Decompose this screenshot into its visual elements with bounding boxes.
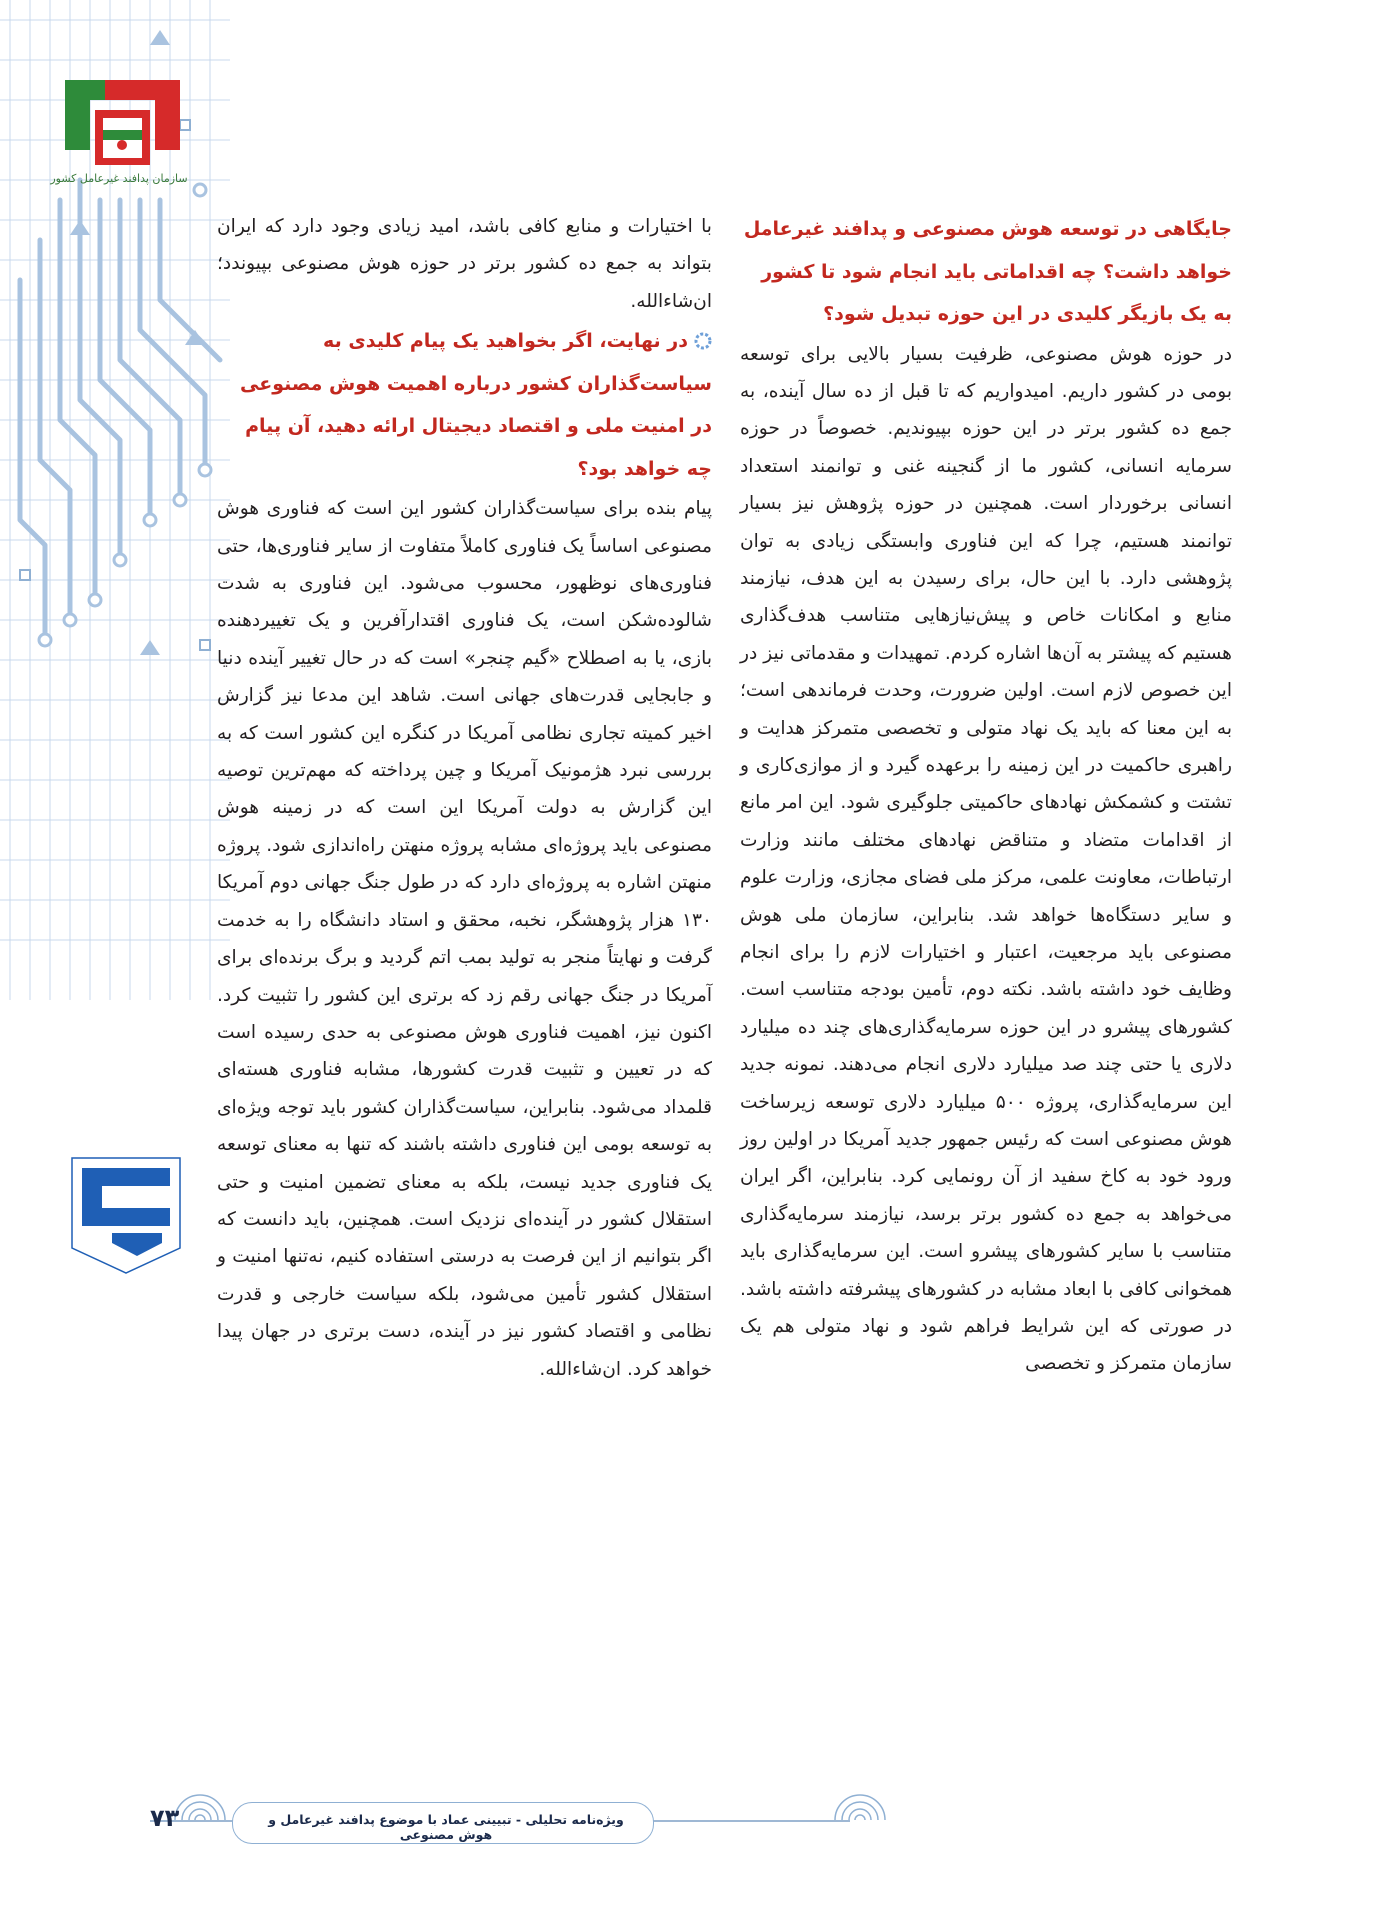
question-heading-2-text: در نهایت، اگر بخواهید یک پیام کلیدی به سیاست‌گذاران کشور درباره اهمیت هوش مصنوعی در امنیت ملی و اقتصاد دیجیتال ارائه دهید، آن پیام چه خواهد بود؟ bbox=[240, 330, 712, 480]
question-heading-1: جایگاهی در توسعه هوش مصنوعی و پدافند غیرعامل خواهد داشت؟ چه اقداماتی باید انجام شود تا کشور به یک بازیگر کلیدی در این حوزه تبدیل شود؟ bbox=[743, 218, 1232, 325]
article-column-right bbox=[740, 208, 1232, 1383]
question-heading-2 bbox=[217, 320, 712, 490]
answer-paragraph-1: در حوزه هوش مصنوعی، ظرفیت بسیار بالایی برای توسعه بومی در کشور داریم. امیدواریم که تا قبل از ده سال آینده، به جمع ده کشور برتر در این حوزه بپیوندیم. خصوصاً در حوزه سرمایه انسانی، کشور ما از گنجینه غنی و توانمند استعداد انسانی برخوردار است. همچنین در حوزه پژوهش نیز بسیار توانمند هستیم، چرا که این فناوری وابستگی زیادی به توان پژوهشی دارد. با این حال، برای رسیدن به این هدف، نیازمند منابع و امکانات خاص و پیش‌نیازهایی متناسب هدف‌گذاری هستیم که پیشتر به آن‌ها اشاره کردم. تمهیدات و مقدماتی نیز در این خصوص لازم است. اولین ضرورت، وحدت فرماندهی است؛ به این معنا که باید یک نهاد متولی و تخصصی متمرکز هدایت و راهبری حاکمیت در این زمینه را برعهده گیرد و از موازی‌کاری و تشتت و کشمکش نهادهای حاکمیتی جلوگیری شود. این امر مانع از اقدامات متضاد و متناقض نهادهای مختلف مانند وزارت ارتباطات، معاونت علمی، مرکز ملی فضای مجازی، وزارت علوم و سایر دستگاه‌ها خواهد شد. بنابراین، سازمان ملی هوش مصنوعی باید مرجعیت، اعتبار و اختیارات لازم را برای انجام وظایف خود داشته باشد. نکته دوم، تأمین بودجه متناسب است. کشورهای پیشرو در این حوزه سرمایه‌گذاری‌های چند ده میلیارد دلاری یا حتی چند صد میلیارد دلاری انجام می‌دهند. نمونه جدید این سرمایه‌گذاری، پروژه ۵۰۰ میلیارد دلاری توسعه زیرساخت هوش مصنوعی است که رئیس جمهور جدید آمریکا در اولین روز ورود خود به کاخ سفید از آن رونمایی کرد. بنابراین، اگر ایران می‌خواهد به جمع ده کشور برتر برسد، نیازمند سرمایه‌گذاری متناسب با سایر کشورهای پیشرو است. این سرمایه‌گذاری باید همخوانی کافی با ابعاد مشابه در کشورهای پیشرفته داشته باشد. در صورتی که این شرایط فراهم شود و نهاد متولی هم یک سازمان متمرکز و تخصصی bbox=[740, 343, 1233, 1375]
footer-rings-right bbox=[830, 1770, 890, 1822]
bullet-icon bbox=[694, 332, 712, 350]
logo-caption: سازمان پدافند غیرعامل کشور bbox=[50, 172, 188, 185]
answer-paragraph-2: پیام بنده برای سیاست‌گذاران کشور این است که فناوری هوش مصنوعی اساساً یک فناوری کاملاً متفاوت از سایر فناوری‌ها، حتی فناوری‌های نوظهور، محسوب می‌شود. این فناوری به شدت شالوده‌شکن است، یک فناوری اقتدارآفرین و یک تغییردهنده بازی، یا به اصطلاح «گیم چنجر» است که در حال تغییر آینده دنیا و جابجایی قدرت‌های جهانی است. شاهد این مدعا نیز گزارش اخیر کمیته تجاری نظامی آمریکا در کنگره این کشور است که به بررسی نبرد هژمونیک آمریکا و چین پرداخته که مهم‌ترین توصیه این گزارش به دولت آمریکا این است که در زمینه هوش مصنوعی باید پروژه‌ای مشابه پروژه منهتن راه‌اندازی شود. پروژه منهتن اشاره به پروژه‌ای دارد که در طول جنگ جهانی دوم آمریکا ۱۳۰ هزار پژوهشگر، نخبه، محقق و استاد دانشگاه را به خدمت گرفت و نهایتاً منجر به تولید بمب اتم گردید و برگ برنده‌ای برای آمریکا در جنگ جهانی رقم زد که برتری این کشور را تثبیت کرد. اکنون نیز، اهمیت فناوری هوش مصنوعی به حدی رسیده است که در تعیین و تثبیت قدرت کشورها، مشابه فناوری هسته‌ای قلمداد می‌شود. بنابراین، سیاست‌گذاران کشور باید توجه ویژه‌ای به توسعه بومی این فناوری داشته باشند که تنها به معنای توسعه یک فناوری جدید نیست، بلکه به معنای تضمین امنیت و حتی استقلال کشور در آینده‌ای نزدیک است. همچنین، باید دانست که اگر بتوانیم از این فرصت به درستی استفاده کنیم، نه‌تنها امنیت و استقلال کشور تأمین می‌شود، بلکه سیاست خارجی و قدرت نظامی و اقتصاد کشور نیز در آینده، دست برتری در جهان پیدا خواهد کرد. ان‌شاءالله. bbox=[217, 498, 712, 1380]
page-number: ۷۳ bbox=[150, 1804, 180, 1832]
organization-logo bbox=[55, 70, 190, 180]
article-column-left bbox=[217, 208, 712, 1388]
answer-paragraph-1-continued: با اختیارات و منابع کافی باشد، امید زیادی وجود دارد که ایران بتواند به جمع ده کشور برتر در حوزه هوش مصنوعی بپیوندد؛ ان‌شاءالله. bbox=[217, 216, 712, 312]
emad-logo bbox=[62, 1138, 190, 1278]
footer-title: ویژه‌نامه تحلیلی - تبیینی عماد با موضوع پدافند غیرعامل و هوش مصنوعی bbox=[268, 1812, 624, 1842]
